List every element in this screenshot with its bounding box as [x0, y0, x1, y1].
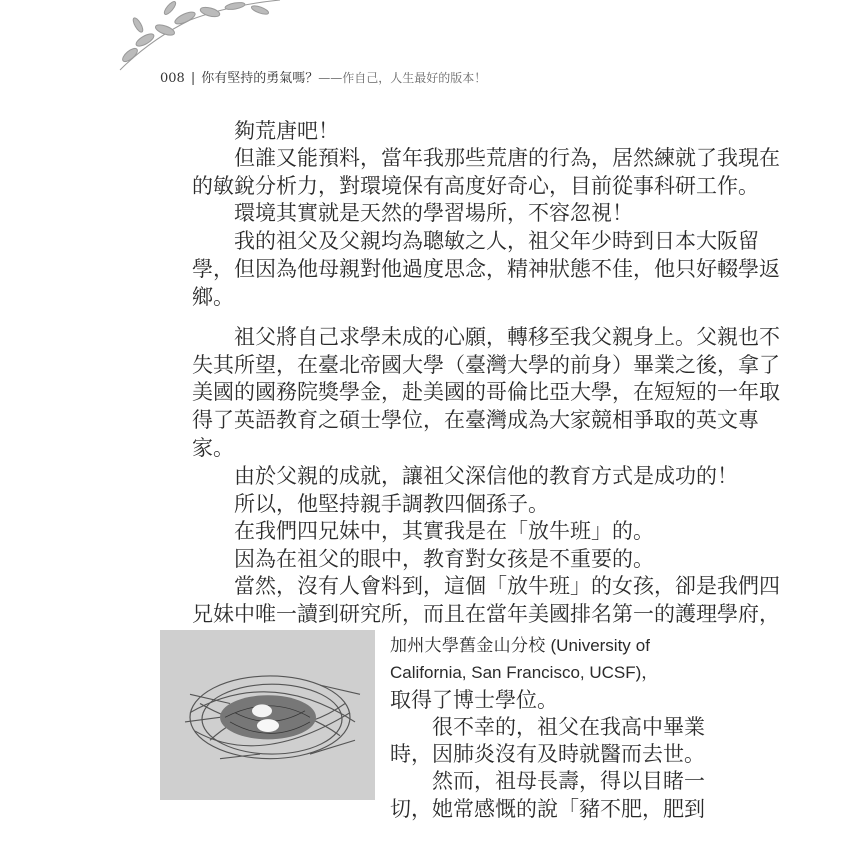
text-line: 取得了博士學位。	[390, 688, 558, 712]
text-line: California, San Francisco, UCSF)，	[390, 663, 659, 682]
text-line: 學，但因為他母親對他過度思念，精神狀態不佳，他只好輟學返	[192, 257, 780, 281]
text-line: 但誰又能預料，當年我那些荒唐的行為，居然練就了我現在	[234, 146, 780, 170]
text-line: 切，她常感慨的說「豬不肥，肥到	[390, 797, 705, 821]
text-line: 環境其實就是天然的學習場所，不容忽視！	[234, 201, 633, 225]
text-line: 當然，沒有人會料到，這個「放牛班」的女孩，卻是我們四	[234, 574, 780, 598]
text-line: 的敏銳分析力，對環境保有高度好奇心，目前從事科研工作。	[192, 174, 759, 198]
text-line: 加州大學舊金山分校 (University of	[390, 636, 650, 655]
text-line: 兄妹中唯一讀到研究所，而且在當年美國排名第一的護理學府，	[192, 602, 780, 626]
text-line: 我的祖父及父親均為聰敏之人，祖父年少時到日本大阪留	[234, 229, 759, 253]
egg	[252, 704, 272, 717]
leaf-decoration	[110, 0, 310, 75]
text-line: 所以，他堅持親手調教四個孫子。	[234, 492, 549, 516]
text-line: 得了英語教育之碩士學位，在臺灣成為大家競相爭取的英文專	[192, 408, 759, 432]
text-line: 在我們四兄妹中，其實我是在「放牛班」的。	[234, 519, 654, 543]
book-subtitle: ——作自己，人生最好的版本！	[318, 71, 487, 85]
nest-photo	[160, 630, 375, 800]
text-line: 夠荒唐吧！	[234, 119, 339, 143]
text-line: 因為在祖父的眼中，教育對女孩是不重要的。	[234, 547, 654, 571]
text-line: 很不幸的，祖父在我高中畢業	[432, 715, 705, 739]
page-number: 008	[160, 71, 185, 86]
text-line: 家。	[192, 436, 234, 460]
running-header	[160, 67, 486, 86]
text-line: 鄉。	[192, 285, 234, 309]
text-line: 美國的國務院獎學金，赴美國的哥倫比亞大學，在短短的一年取	[192, 380, 780, 404]
egg	[257, 719, 279, 732]
text-line: 由於父親的成就，讓祖父深信他的教育方式是成功的！	[234, 464, 738, 488]
header-separator: |	[190, 71, 196, 86]
text-line: 然而，祖母長壽，得以目睹一	[432, 769, 705, 793]
text-line: 失其所望，在臺北帝國大學（臺灣大學的前身）畢業之後，拿了	[192, 353, 780, 377]
text-line: 時，因肺炎沒有及時就醫而去世。	[390, 742, 705, 766]
text-line: 祖父將自己求學未成的心願，轉移至我父親身上。父親也不	[234, 325, 780, 349]
book-title: 你有堅持的勇氣嗎？	[201, 71, 319, 86]
